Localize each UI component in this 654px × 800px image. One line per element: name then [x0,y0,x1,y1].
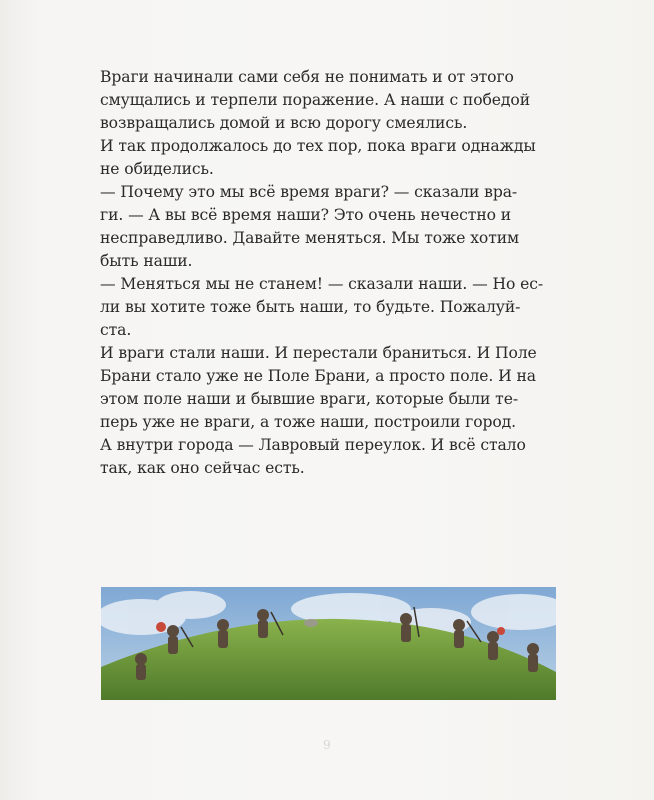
text-line: И так продолжалось до тех пор, пока враги однажды [100,137,536,155]
text-line: — Меняться мы не станем! — сказали наши. — Но ес- [100,275,544,293]
illustration-svg [101,587,556,700]
text-line: смущались и терпели поражение. А наши с победой [100,91,531,109]
text-line: возвращались домой и всю дорогу смеялись. [100,114,468,132]
text-line: быть наши. [100,252,193,270]
text-line: И враги стали наши. И перестали браниться. И Поле [100,344,537,362]
text-line: так, как оно сейчас есть. [100,459,305,477]
text-line: ги. — А вы всё время наши? Это очень нечестно и [100,206,512,224]
story-text [100,66,555,480]
text-line: несправедливо. Давайте меняться. Мы тоже хотим [100,229,520,247]
text-line: этом поле наши и бывшие враги, которые были те- [100,390,518,408]
text-line: — Почему это мы всё время враги? — сказали вра- [100,183,518,201]
text-line: Брани стало уже не Поле Брани, а просто поле. И на [100,367,536,385]
text-line: Враги начинали сами себя не понимать и от этого [100,68,514,86]
page-number: 9 [323,738,331,752]
text-line: ли вы хотите тоже быть наши, то будьте. Пожалуй- [100,298,521,316]
text-line: А внутри города — Лавровый переулок. И всё стало [100,436,526,454]
illustration-hill-parade [101,587,556,700]
text-line: перь уже не враги, а тоже наши, построили город. [100,413,517,431]
text-line: не обиделись. [100,160,214,178]
text-line: ста. [100,321,132,339]
